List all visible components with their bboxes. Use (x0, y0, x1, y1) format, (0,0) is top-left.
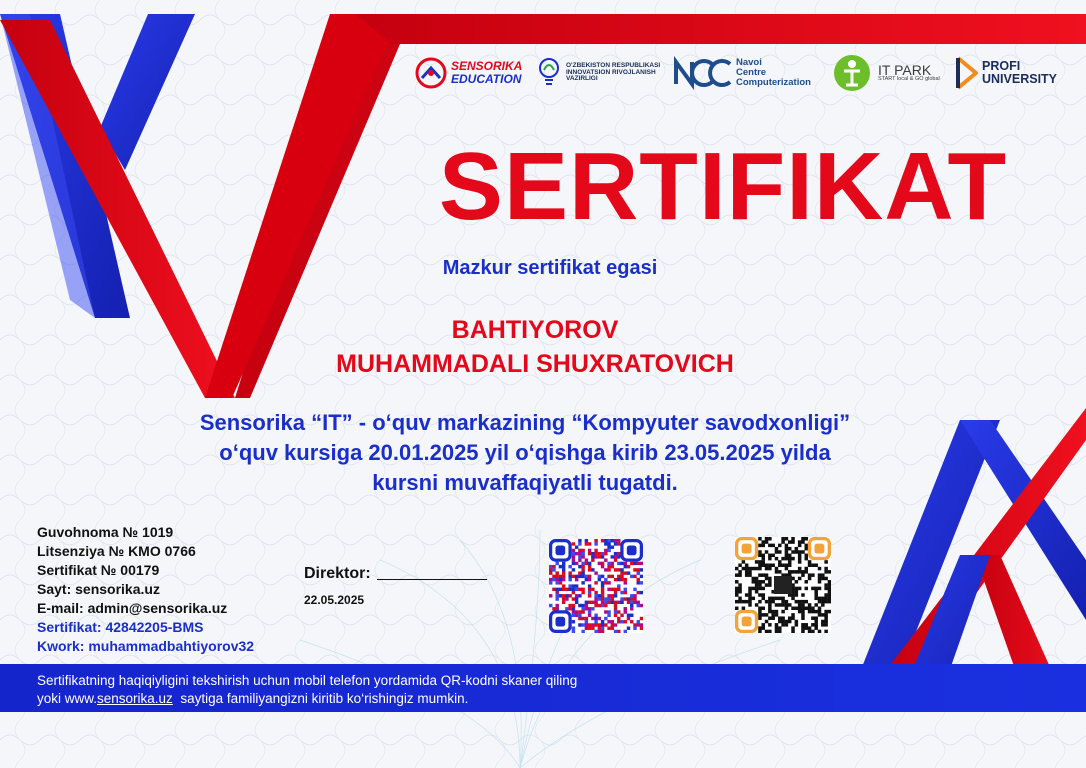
profi-logo-line1: PROFI (982, 58, 1021, 73)
verification-qr-code[interactable] (549, 539, 643, 633)
itpark-emblem-icon (832, 53, 872, 93)
itpark-logo (832, 52, 940, 94)
navoi-logo-line1: Navoi (736, 57, 762, 69)
navoi-logo (672, 52, 811, 94)
partner-logos (414, 52, 1076, 94)
website-text: Sayt: sensorika.uz (37, 581, 160, 597)
sensorika-logo (414, 52, 522, 94)
qr-center-logo (774, 576, 792, 594)
certificate-info (37, 523, 254, 656)
navoi-logo-line2: Centre (736, 67, 767, 79)
sertifikat-id: Sertifikat: 42842205-BMS (37, 619, 204, 635)
recipient-given-names: MUHAMMADALI SHUXRATOVICH (336, 350, 734, 378)
website-link[interactable]: sensorika.uz (97, 691, 173, 706)
kwork-qr-code[interactable] (735, 537, 831, 633)
director-label: Direktor: (304, 565, 371, 582)
verification-banner (37, 672, 577, 708)
lightbulb-icon (536, 56, 562, 90)
banner-line2-prefix: yoki www. (37, 691, 98, 706)
litsenziya-number: Litsenziya № KMO 0766 (37, 543, 196, 559)
kwork-text: Kwork: muhammadbahtiyorov32 (37, 638, 255, 654)
banner-line1: Sertifikatning haqiqiyligini tekshirish uchun mobil telefon yordamida QR-kodni skaner qiling (37, 673, 578, 688)
banner-line2 (37, 690, 577, 708)
sensorika-emblem-icon (414, 56, 448, 90)
director-signature-line (304, 565, 487, 583)
certificate-body-line1: Sensorika “IT” - o‘quv markazining “Kompyuter savodxonligi” (199, 410, 851, 435)
signature-line (377, 579, 487, 580)
issue-date: 22.05.2025 (304, 593, 365, 607)
sertifikat-number: Sertifikat № 00179 (37, 562, 160, 578)
profi-university-logo (956, 52, 1057, 94)
certificate-body-line3: kursni muvaffaqiyatli tugatdi. (372, 470, 678, 495)
banner-line2-suffix: saytiga familiyangizni kiritib ko‘rishingiz mumkin. (172, 691, 469, 706)
ministry-logo-line2: INNOVATSION RIVOJLANISH (566, 68, 656, 76)
ministry-logo (536, 52, 660, 94)
certificate-body-line2: o‘quv kursiga 20.01.2025 yil o‘qishga kirib 23.05.2025 yilda (219, 440, 831, 465)
ministry-logo-line1: O'ZBEKISTON RESPUBLIKASI (566, 61, 661, 69)
itpark-logo-tagline: START local & GO global (878, 76, 940, 83)
profi-logo-line2: UNIVERSITY (982, 72, 1058, 86)
guvohnoma-number: Guvohnoma № 1019 (37, 524, 174, 540)
certificate-title: SERTIFIKAT (438, 133, 1008, 240)
certificate-subtitle: Mazkur sertifikat egasi (442, 257, 658, 279)
navoi-logo-line3: Computerization (736, 76, 811, 88)
ncc-emblem-icon (672, 56, 734, 90)
certificate-body (60, 408, 990, 498)
email-text: E-mail: admin@sensorika.uz (37, 600, 228, 616)
ministry-logo-line3: VAZIRLIGI (566, 75, 598, 83)
sensorika-logo-line2: EDUCATION (451, 72, 522, 86)
itpark-logo-name: IT PARK (878, 61, 932, 78)
profi-emblem-icon (956, 56, 978, 90)
recipient-surname: BAHTIYOROV (451, 316, 619, 344)
sensorika-logo-line1: SENSORIKA (451, 59, 523, 74)
